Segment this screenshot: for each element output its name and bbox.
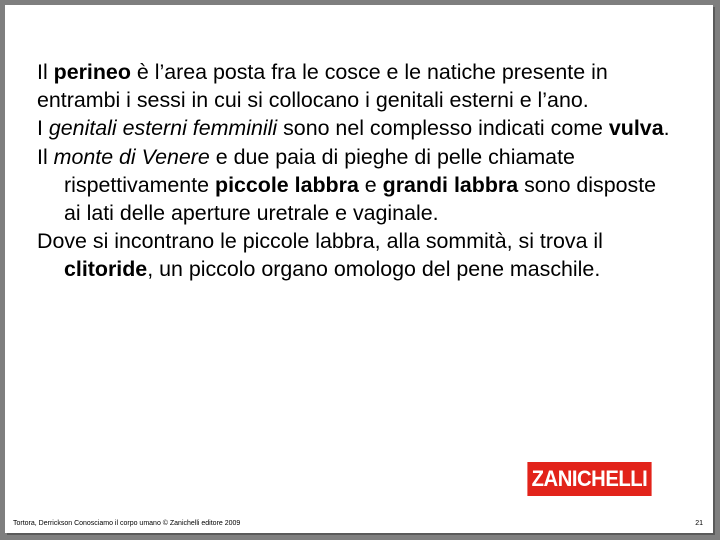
text-run: sono nel complesso indicati come xyxy=(277,116,609,141)
logo-text: ZANICHELLI xyxy=(531,466,648,491)
term-genitali-esterni: genitali esterni femminili xyxy=(48,116,278,141)
page-number: 21 xyxy=(695,520,703,527)
slide-body xyxy=(37,58,677,284)
text-run: , un piccolo organo omologo del pene maschile. xyxy=(147,257,601,282)
text-run: Dove si incontrano le piccole labbra, alla sommità, si trova il xyxy=(37,229,603,254)
text-run: e due paia di pieghe di pelle chiamate rispettivamente xyxy=(64,144,575,197)
paragraph-vulva xyxy=(37,114,677,142)
paragraph-clitoride xyxy=(37,227,677,283)
text-run: Il xyxy=(37,60,54,84)
term-clitoride: clitoride xyxy=(64,257,148,282)
text-run: I xyxy=(37,116,49,141)
text-run: è l’area posta fra le cosce e le natiche presente in entrambi i sessi in cui si collocano i genitali esterni e l’ano. xyxy=(37,60,608,113)
term-monte-di-venere: monte di Venere xyxy=(53,144,210,169)
term-grandi-labbra: grandi labbra xyxy=(382,172,519,197)
text-run: sono disposte ai lati delle aperture uretrale e vaginale. xyxy=(64,172,657,226)
text-run: e xyxy=(358,172,383,197)
footer-credit: Tortora, Derrickson Conosciamo il corpo umano © Zanichelli editore 2009 xyxy=(13,520,241,527)
text-run: . xyxy=(663,116,670,141)
term-perineo: perineo xyxy=(53,60,131,84)
term-vulva: vulva xyxy=(608,116,664,141)
zanichelli-logo xyxy=(527,462,651,496)
slide xyxy=(5,5,713,533)
paragraph-perineo xyxy=(37,58,677,114)
paragraph-labbra xyxy=(37,143,677,228)
term-piccole-labbra: piccole labbra xyxy=(215,172,359,197)
text-run: Il xyxy=(37,144,54,169)
